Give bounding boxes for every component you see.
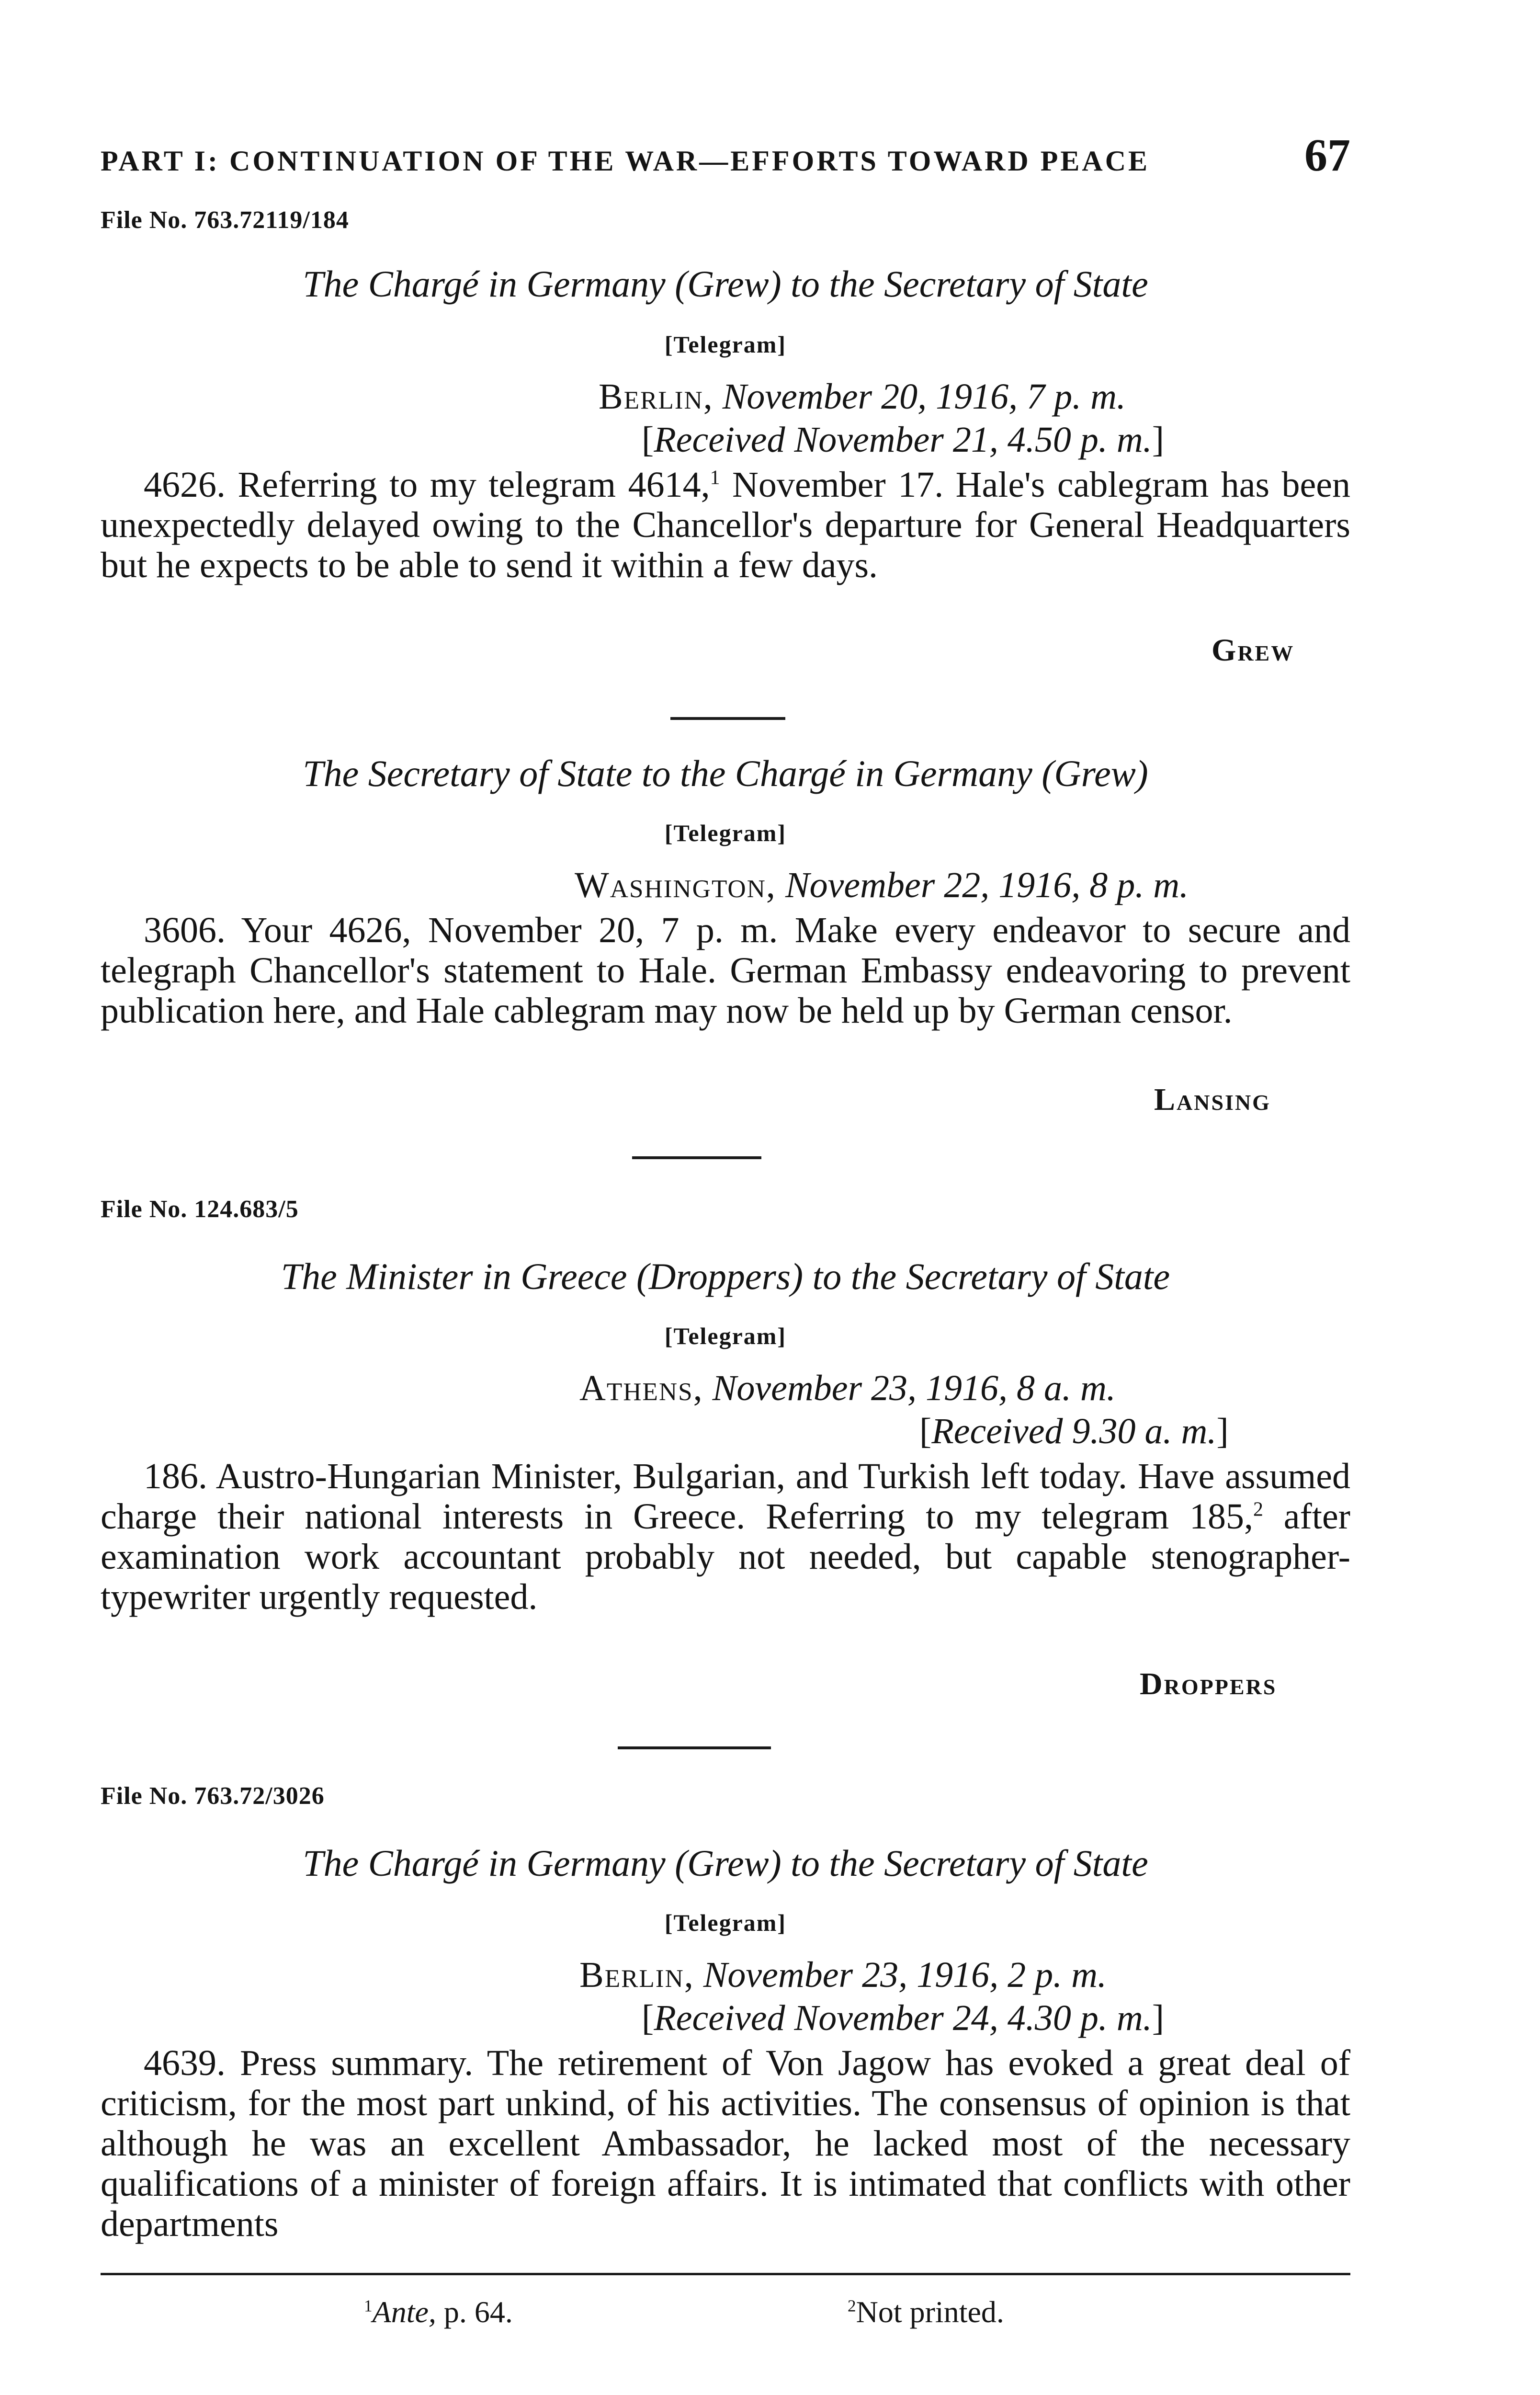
dateline	[575, 865, 1189, 906]
footnote-ref: 1	[710, 467, 720, 489]
message-number: 3606.	[144, 910, 226, 950]
message-number: 4626.	[144, 465, 226, 505]
received-line: [Received November 24, 4.30 p. m.]	[642, 1998, 1165, 2038]
document-page	[101, 0, 1350, 2395]
telegram-tag: [Telegram]	[664, 1323, 787, 1349]
body-text-continued: November 17. Hale's cablegram has been unexpectedly delayed owing to the Chancellor's departure for General Headquarters but he expects to be able to send it within a few days.	[101, 465, 1351, 585]
body-text-continued: after examination work accountant probably not needed, but capable stenographer-typewriter urgently requested.	[101, 1496, 1350, 1617]
dateline-place: Washington,	[575, 865, 776, 905]
dateline	[579, 1368, 1116, 1409]
document-heading: The Chargé in Germany (Grew) to the Secretary of State	[303, 1842, 1148, 1884]
dateline-date: November 23, 1916, 2 p. m.	[703, 1955, 1107, 1995]
document-heading: The Chargé in Germany (Grew) to the Secretary of State	[303, 263, 1148, 305]
dateline-date: November 20, 1916, 7 p. m.	[722, 376, 1126, 417]
footnote-rule	[101, 2273, 1350, 2275]
received-line: [Received 9.30 a. m.]	[919, 1411, 1229, 1451]
message-number: 186.	[144, 1456, 207, 1496]
received-text: Received 9.30 a. m.	[931, 1411, 1217, 1451]
received-text: Received November 21, 4.50 p. m.	[654, 420, 1152, 460]
body-text: Referring to my telegram 4614,	[238, 465, 710, 505]
body-text: Austro-Hungarian Minister, Bulgarian, and Turkish left today. Have assumed charge their national interests in Greece. Referring to my telegram 185,	[101, 1456, 1350, 1537]
footnote-mark: 2	[848, 2296, 856, 2315]
signature: Lansing	[1154, 1082, 1271, 1117]
file-number: File No. 763.72119/184	[101, 206, 349, 234]
footnote-mark: 1	[364, 2296, 373, 2315]
file-number: File No. 124.683/5	[101, 1196, 299, 1223]
telegram-tag: [Telegram]	[664, 820, 787, 846]
received-text: Received November 24, 4.30 p. m.	[654, 1998, 1152, 2038]
received-line: [Received November 21, 4.50 p. m.]	[642, 420, 1165, 460]
section-divider	[618, 1746, 771, 1749]
document-heading: The Minister in Greece (Droppers) to the Secretary of State	[281, 1255, 1170, 1297]
dateline-date: November 23, 1916, 8 a. m.	[712, 1368, 1116, 1408]
file-number: File No. 763.72/3026	[101, 1782, 325, 1810]
body-text: Your 4626, November 20, 7 p. m. Make every endeavor to secure and telegraph Chancellor's statement to Hale. German Embassy endeavoring to prevent publication here, and Hale cablegram may now be held up by German censor.	[101, 910, 1350, 1031]
signature: Droppers	[1140, 1666, 1277, 1701]
footnote-text-continued: p. 64.	[436, 2295, 513, 2329]
message-number: 4639.	[144, 2043, 226, 2083]
document-heading: The Secretary of State to the Chargé in Germany (Grew)	[303, 753, 1148, 794]
dateline-place: Berlin,	[579, 1955, 694, 1995]
running-head	[101, 128, 1350, 182]
footnote-1	[364, 2294, 513, 2330]
dateline	[579, 1954, 1107, 1996]
document-body	[101, 910, 1350, 1031]
telegram-tag: [Telegram]	[664, 331, 787, 358]
section-divider	[632, 1156, 761, 1159]
running-head-title: PART I: CONTINUATION OF THE WAR—EFFORTS TOWARD PEACE	[101, 145, 1150, 177]
document-body	[101, 1456, 1350, 1617]
dateline-date: November 22, 1916, 8 p. m.	[785, 865, 1189, 905]
page-number: 67	[1304, 129, 1350, 181]
body-text: Press summary. The retirement of Von Jagow has evoked a great deal of criticism, for the most part unkind, of his activities. The consensus of opinion is that although he was an excellent Ambassador, he lacked most of the necessary qualifications of a minister of foreign affairs. It is intimated that conflicts with other departments	[101, 2043, 1351, 2244]
document-body	[101, 2043, 1350, 2244]
dateline-place: Berlin,	[599, 376, 713, 417]
document-body	[101, 465, 1350, 585]
dateline-place: Athens,	[579, 1368, 703, 1408]
footnote-text: Not printed.	[856, 2295, 1004, 2329]
signature: Grew	[1212, 633, 1295, 668]
dateline	[599, 376, 1126, 418]
footnote-ref: 2	[1253, 1498, 1263, 1521]
section-divider	[670, 717, 785, 720]
footnote-2	[848, 2294, 1004, 2330]
telegram-tag: [Telegram]	[664, 1909, 787, 1936]
footnote-text: Ante,	[372, 2295, 436, 2329]
